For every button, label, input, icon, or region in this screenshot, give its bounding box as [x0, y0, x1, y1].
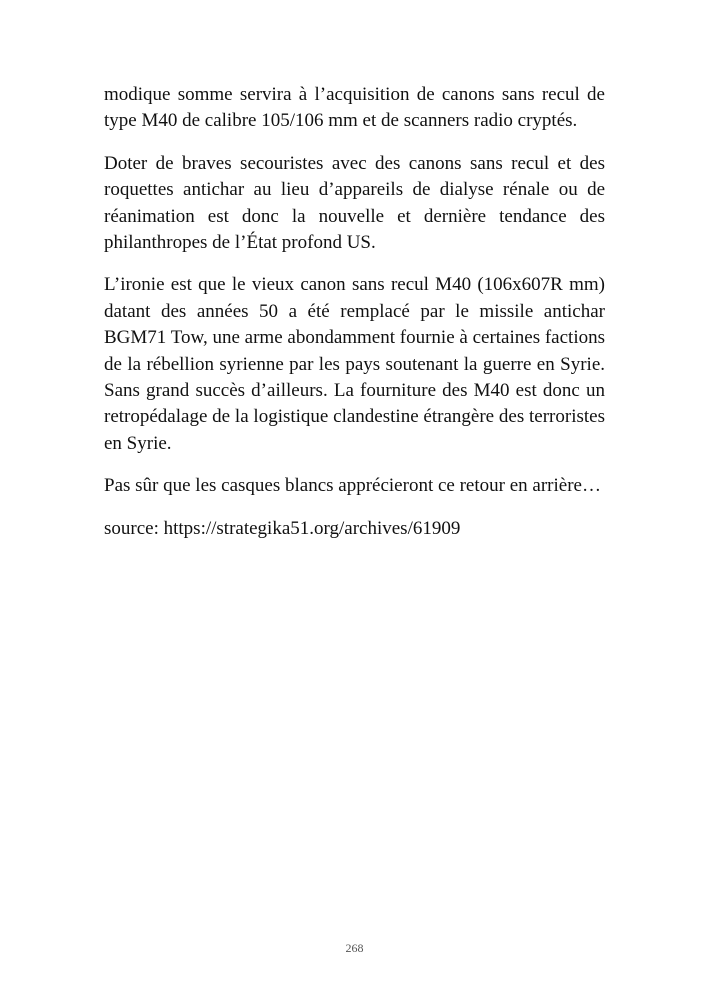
page-number: 268 [345, 941, 364, 955]
paragraph-2: Doter de braves secouristes avec des canons sans recul et des roquettes antichar au lieu d’appareils de dialyse rénale ou de réanimation est donc la nouvelle et dernière tendance des philanthropes de l’État profond US. [104, 152, 605, 254]
source-line: source: https://strategika51.org/archives/61909 [104, 517, 461, 539]
page-body [104, 82, 605, 542]
paragraph-3: L’ironie est que le vieux canon sans recul M40 (106x607R mm) datant des années 50 a été remplacé par le missile antichar BGM71 Tow, une arme abondamment fournie à certaines factions de la rébellion syrienne par les pays soutenant la guerre en Syrie. Sans grand succès d’ailleurs. La fourniture des M40 est donc un retropédalage de la logistique clandestine étrangère des terroristes en Syrie. [104, 274, 605, 454]
paragraph-1: modique somme servira à l’acquisition de canons sans recul de type M40 de calibre 105/106 mm et de scanners radio cryptés. [104, 84, 605, 132]
paragraph-4: Pas sûr que les casques blancs apprécieront ce retour en arrière… [104, 475, 601, 497]
